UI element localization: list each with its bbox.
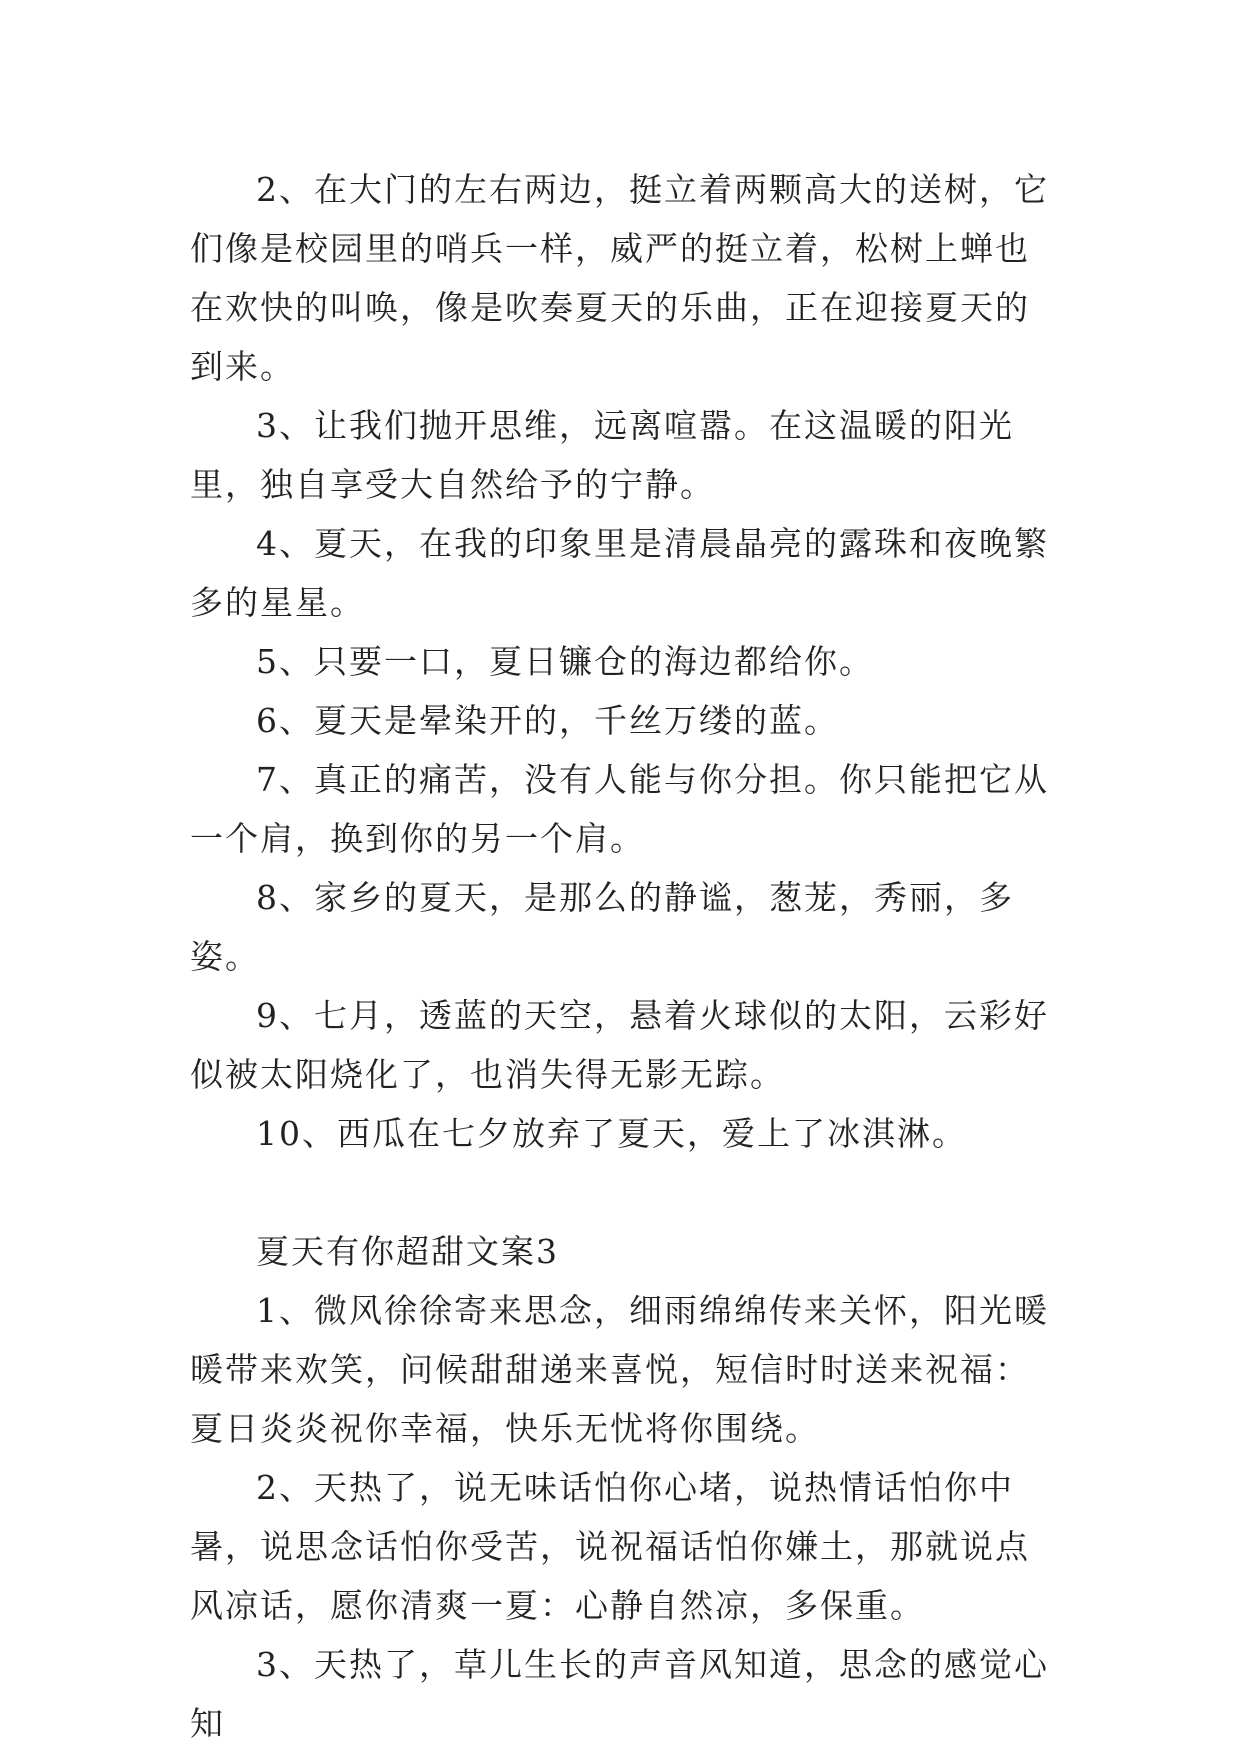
paragraph: 3、让我们抛开思维，远离喧嚣。在这温暖的阳光里，独自享受大自然给予的宁静。 [190, 406, 1014, 504]
paragraph: 3、天热了，草儿生长的声音风知道，思念的感觉心知 [190, 1645, 1049, 1743]
paragraph: 8、家乡的夏天，是那么的静谧，葱茏，秀丽，多姿。 [190, 878, 1014, 976]
document-body [190, 160, 1050, 1753]
paragraph: 9、七月，透蓝的天空，悬着火球似的太阳，云彩好似被太阳烧化了，也消失得无影无踪。 [190, 996, 1049, 1094]
paragraph: 7、真正的痛苦，没有人能与你分担。你只能把它从一个肩，换到你的另一个肩。 [190, 760, 1049, 858]
section-spacer [190, 1163, 1050, 1222]
paragraph: 6、夏天是晕染开的，千丝万缕的蓝。 [256, 701, 839, 740]
paragraph: 2、在大门的左右两边，挺立着两颗高大的送树，它们像是校园里的哨兵一样，威严的挺立着，松树上蝉也在欢快的叫唤，像是吹奏夏天的乐曲，正在迎接夏天的到来。 [190, 170, 1049, 386]
paragraph: 1、微风徐徐寄来思念，细雨绵绵传来关怀，阳光暖暖带来欢笑，问候甜甜递来喜悦，短信时时送来祝福：夏日炎炎祝你幸福，快乐无忧将你围绕。 [190, 1291, 1049, 1448]
section-heading: 夏天有你超甜文案3 [256, 1232, 559, 1271]
paragraph: 10、西瓜在七夕放弃了夏天，爱上了冰淇淋。 [256, 1114, 967, 1153]
paragraph: 2、天热了，说无味话怕你心堵，说热情话怕你中暑，说思念话怕你受苦，说祝福话怕你嫌土，那就说点风凉话，愿你清爽一夏：心静自然凉，多保重。 [190, 1468, 1030, 1625]
paragraph: 4、夏天，在我的印象里是清晨晶亮的露珠和夜晚繁多的星星。 [190, 524, 1049, 622]
paragraph: 5、只要一口，夏日镰仓的海边都给你。 [256, 642, 874, 681]
